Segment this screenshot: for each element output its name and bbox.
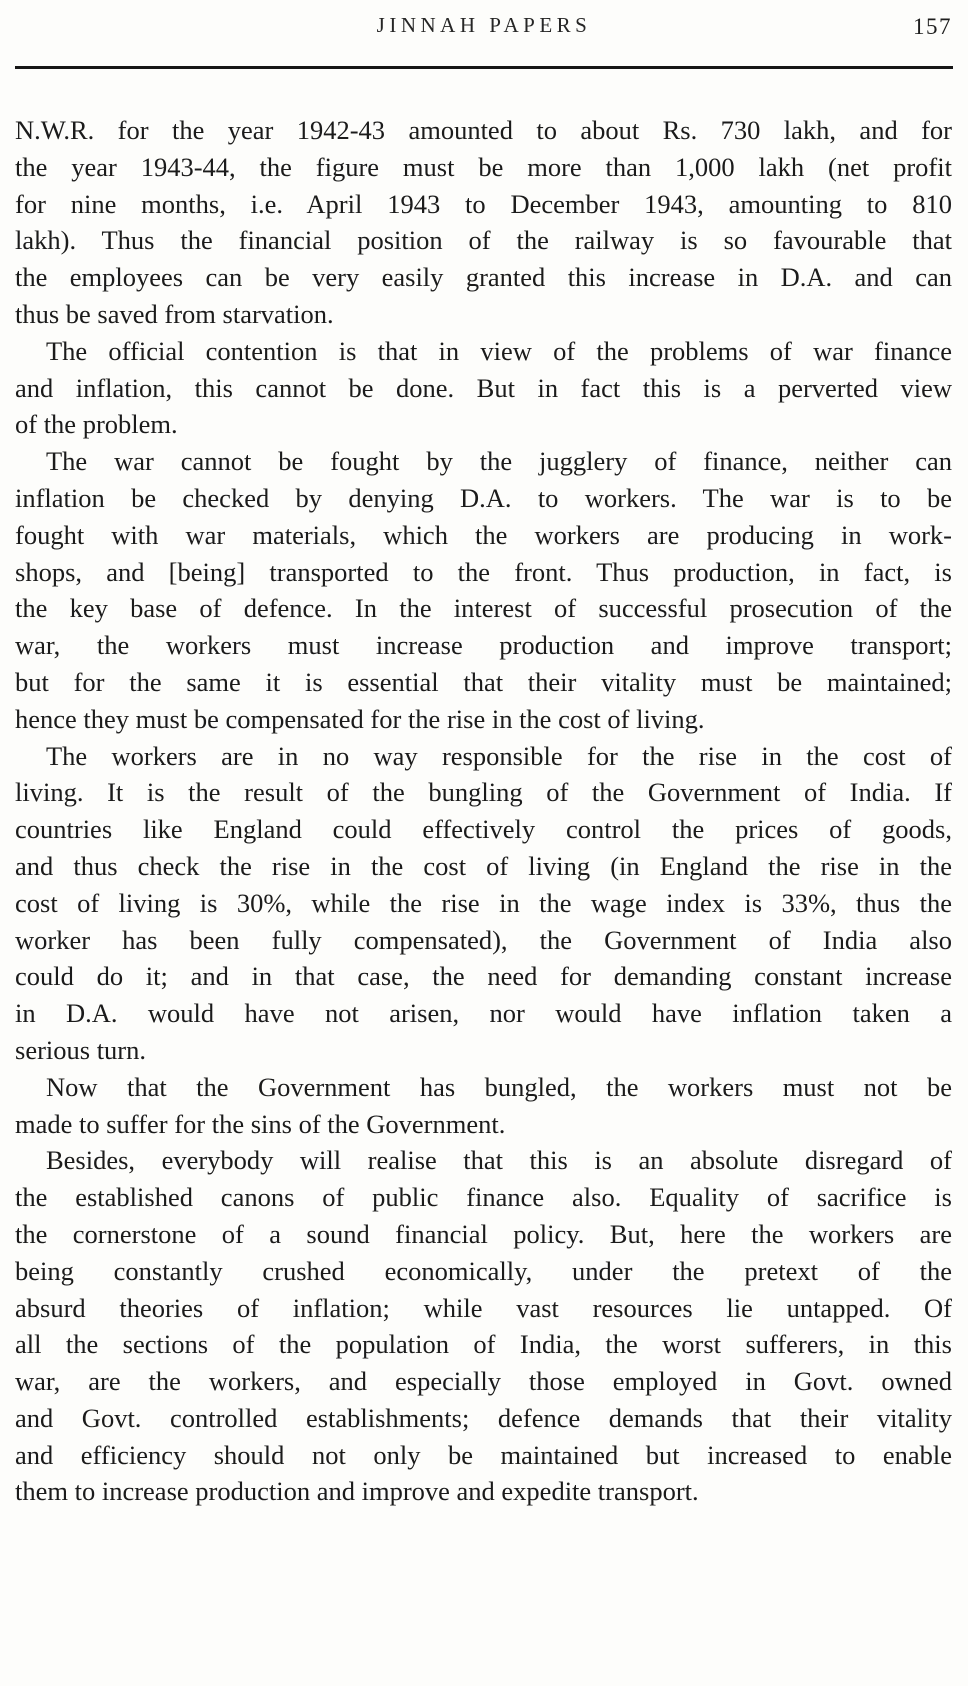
text-line: and inflation, this cannot be done. But in fact this is a perverted view	[15, 372, 952, 403]
text-line: the cornerstone of a sound financial policy. But, here the workers are	[15, 1218, 952, 1249]
page-header	[0, 13, 968, 45]
text-line: living. It is the result of the bungling of the Government of India. If	[15, 777, 952, 808]
header-rule	[15, 66, 953, 69]
text-line: Now that the Government has bungled, the workers must not be	[46, 1071, 952, 1102]
text-line: made to suffer for the sins of the Government.	[15, 1108, 506, 1139]
text-line: and efficiency should not only be maintained but increased to enable	[15, 1439, 952, 1470]
text-line: The workers are in no way responsible for the rise in the cost of	[46, 740, 952, 771]
paragraph	[15, 112, 952, 333]
text-line: the established canons of public finance also. Equality of sacrifice is	[15, 1182, 952, 1213]
text-line: worker has been fully compensated), the Government of India also	[15, 924, 952, 955]
text-line: N.W.R. for the year 1942-43 amounted to about Rs. 730 lakh, and for	[15, 115, 952, 145]
paragraph	[15, 1069, 952, 1143]
text-line: Besides, everybody will realise that this is an absolute disregard of	[46, 1145, 952, 1176]
text-line: the key base of defence. In the interest of successful prosecution of the	[15, 593, 952, 624]
text-line: of the problem.	[15, 409, 178, 440]
running-title: JINNAH PAPERS	[376, 13, 592, 37]
paragraph	[15, 443, 952, 737]
text-line: inflation be checked by denying D.A. to workers. The war is to be	[15, 482, 952, 513]
text-line: them to increase production and improve and expedite transport.	[15, 1476, 699, 1507]
text-line: serious turn.	[15, 1034, 147, 1065]
text-line: but for the same it is essential that their vitality must be maintained;	[15, 666, 952, 697]
text-line: for nine months, i.e. April 1943 to December 1943, amounting to 810	[15, 188, 952, 219]
text-line: hence they must be compensated for the rise in the cost of living.	[15, 703, 705, 734]
text-line: cost of living is 30%, while the rise in the wage index is 33%, thus the	[15, 887, 952, 918]
text-line: shops, and [being] transported to the front. Thus production, in fact, is	[15, 556, 952, 587]
text-line: fought with war materials, which the workers are producing in work-	[15, 519, 952, 550]
paragraph	[15, 738, 952, 1069]
text-line: lakh). Thus the financial position of the railway is so favourable that	[15, 225, 952, 256]
text-line: could do it; and in that case, the need for demanding constant increase	[15, 961, 952, 992]
text-line: and thus check the rise in the cost of living (in England the rise in the	[15, 850, 952, 881]
text-line: war, are the workers, and especially those employed in Govt. owned	[15, 1366, 952, 1397]
page-body	[15, 112, 952, 1510]
text-line: the employees can be very easily granted this increase in D.A. and can	[15, 262, 952, 293]
text-line: The official contention is that in view of the problems of war finance	[46, 335, 952, 366]
text-line: absurd theories of inflation; while vast resources lie untapped. Of	[15, 1292, 952, 1323]
paragraph	[15, 333, 952, 443]
page-number: 157	[913, 14, 952, 39]
text-line: thus be saved from starvation.	[15, 298, 334, 329]
text-line: and Govt. controlled establishments; defence demands that their vitality	[15, 1402, 952, 1433]
text-line: The war cannot be fought by the jugglery of finance, neither can	[46, 446, 952, 477]
text-line: in D.A. would have not arisen, nor would have inflation taken a	[15, 998, 952, 1029]
text-line: the year 1943-44, the figure must be more than 1,000 lakh (net profit	[15, 151, 952, 182]
paragraph	[15, 1142, 952, 1510]
text-line: countries like England could effectively control the prices of goods,	[15, 814, 952, 845]
text-line: all the sections of the population of India, the worst sufferers, in this	[15, 1329, 952, 1360]
text-line: being constantly crushed economically, under the pretext of the	[15, 1255, 952, 1286]
text-line: war, the workers must increase production and improve transport;	[15, 630, 952, 661]
